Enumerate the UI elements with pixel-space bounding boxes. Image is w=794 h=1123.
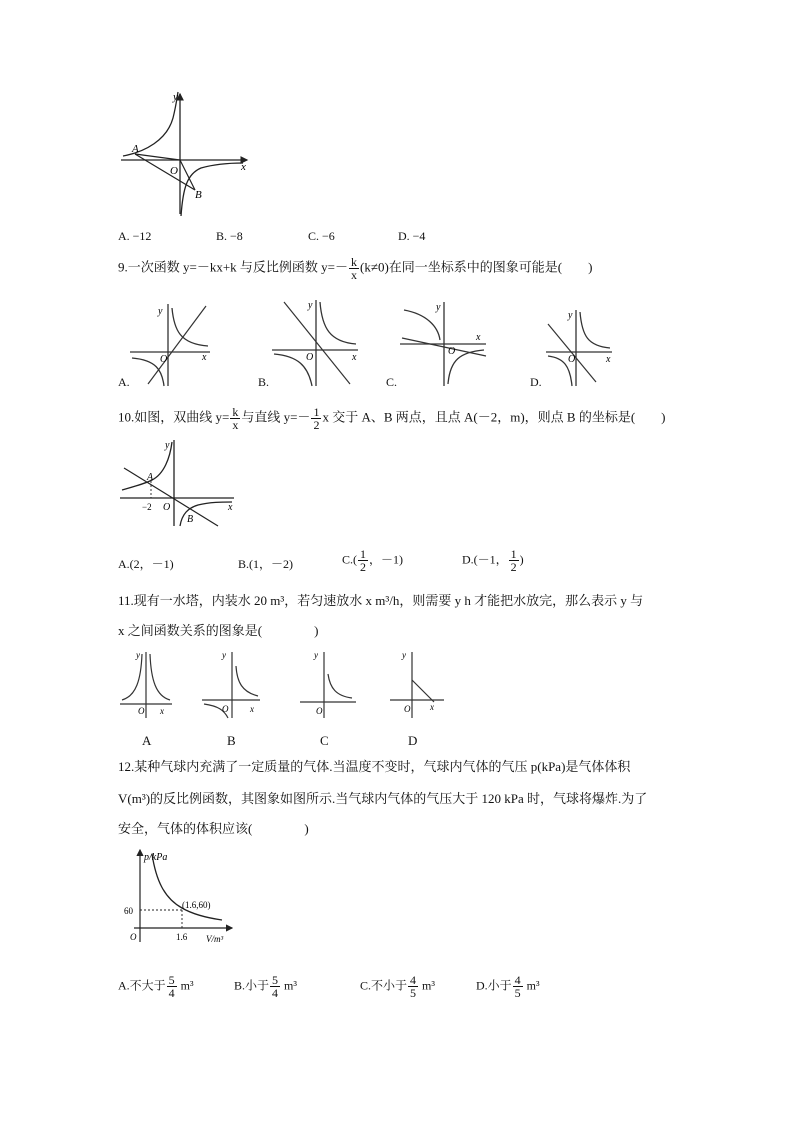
q11-option-d[interactable]: D [408,733,418,748]
svg-text:O: O [130,932,137,942]
q11-graph-b [200,648,262,720]
q9-option-c[interactable]: C. [386,375,398,389]
q9-stem: 9.一次函数 y=－kx+k 与反比例函数 y=－ $\frac{k}{x}$ (k≠0)在同一坐标系中的图象可能是( ) [118,255,593,282]
svg-text:x: x [476,332,481,343]
svg-text:O: O [138,706,145,716]
svg-text:V/m³: V/m³ [206,934,224,944]
fraction-k-over-x: $\frac{k}{x}$ [232,405,239,432]
svg-text:A: A [147,472,154,483]
q8-option-b[interactable]: B. −8 [216,229,243,243]
svg-text:x: x [250,704,254,714]
svg-text:O: O [448,346,456,357]
q12-graph [118,846,238,944]
q11-graph-d [388,648,446,720]
svg-text:x: x [606,354,611,365]
svg-text:(1.6,60): (1.6,60) [182,900,211,910]
q9-graph-c [398,298,490,388]
q9-graph-b [270,296,362,388]
q9-graph-a [128,300,213,388]
fraction-k-over-x: $\frac{k}{x}$ [351,255,357,282]
q10-option-c[interactable]: C.( $\frac{1}{2}$ ，－1) [342,547,403,574]
q12-option-a[interactable]: A.不大于 $\frac{5}{4}$ m³ [118,973,194,1000]
q9-option-a[interactable]: A. [118,375,130,389]
q9-graph-d [544,306,614,388]
q11-stem-line1: 11.现有一水塔，内装水 20 m³，若匀速放水 x m³/h，则需要 y h 才能把水放完，那么表示 y 与 [118,593,644,608]
svg-text:x: x [352,352,357,363]
q9-option-d[interactable]: D. [530,375,542,389]
svg-text:y: y [165,440,170,451]
svg-text:O: O [316,706,323,716]
q11-graph-a [118,648,174,720]
svg-text:y: y [436,302,441,313]
svg-text:O: O [160,354,168,365]
svg-text:O: O [404,704,411,714]
svg-text:y: y [402,650,406,660]
q10-graph [118,438,238,528]
q12-option-c[interactable]: C.不小于 $\frac{4}{5}$ m³ [360,973,435,1000]
svg-text:x: x [228,502,233,513]
q8-option-c[interactable]: C. −6 [308,229,335,243]
q9-option-b[interactable]: B. [258,375,270,389]
segment-ao [135,154,180,160]
point-b-label: B [195,189,202,201]
svg-text:O: O [222,704,229,714]
y-label: y [173,91,178,103]
origin-label: O [170,165,178,177]
q11-option-b[interactable]: B [227,733,236,748]
svg-text:y: y [568,310,573,321]
point-a-label: A [132,143,139,155]
svg-text:x: x [430,702,434,712]
svg-text:x: x [160,706,164,716]
q8-graph [115,88,255,216]
q11-stem-line2: x 之间函数关系的图象是( ) [118,623,319,638]
q8-option-a[interactable]: A. −12 [118,229,152,243]
hyperbola-branch-lower [181,163,243,216]
svg-text:y: y [222,650,226,660]
svg-text:y: y [314,650,318,660]
svg-text:y: y [136,650,140,660]
q10-option-b[interactable]: B.(1，－2) [238,557,293,571]
svg-text:x: x [202,352,207,363]
q8-option-d[interactable]: D. −4 [398,229,426,243]
q12-stem-line3: 安全，气体的体积应该( ) [118,821,309,836]
q12-option-b[interactable]: B.小于 $\frac{5}{4}$ m³ [234,973,297,1000]
svg-text:B: B [187,514,194,525]
svg-text:1.6: 1.6 [176,932,188,942]
fraction-one-half: $\frac{1}{2}$ [313,405,320,432]
svg-text:y: y [308,300,313,311]
svg-text:O: O [163,502,171,513]
svg-text:p/kPa: p/kPa [144,852,168,863]
svg-text:60: 60 [124,906,133,916]
q11-graph-c [298,648,358,720]
q10-option-d[interactable]: D.(－1， $\frac{1}{2}$ ) [462,547,524,574]
svg-text:−2: −2 [142,502,152,512]
q10-option-a[interactable]: A.(2，－1) [118,557,174,571]
q12-stem-line1: 12.某种气球内充满了一定质量的气体.当温度不变时，气球内气体的气压 p(kPa)是气体体积 [118,759,631,774]
q12-stem-line2: V(m³)的反比例函数，其图象如图所示.当气球内气体的气压大于 120 kPa 时，气球将爆炸.为了 [118,791,648,806]
svg-text:y: y [158,306,163,317]
q11-option-a[interactable]: A [142,733,152,748]
svg-text:O: O [306,352,314,363]
q11-option-c[interactable]: C [320,733,329,748]
q12-option-d[interactable]: D.小于 $\frac{4}{5}$ m³ [476,973,540,1000]
svg-text:O: O [568,354,576,365]
x-label: x [241,161,246,173]
q10-stem: 10.如图，双曲线 y= $\frac{k}{x}$ 与直线 y=－ $\frac{1}{2}$ x 交于 A、B 两点，且点 A(－2，m)，则点 B 的坐标是( ) [118,405,666,432]
